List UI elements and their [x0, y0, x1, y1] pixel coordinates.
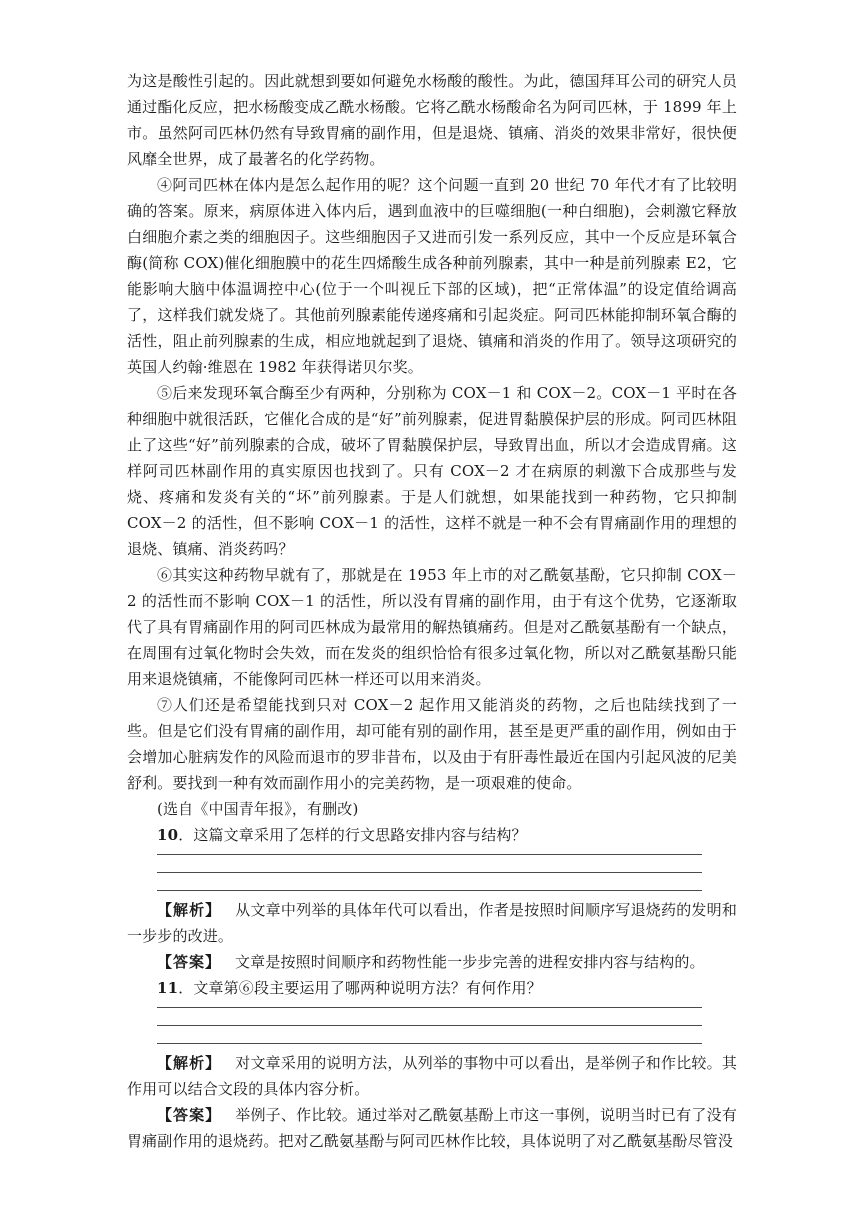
- analysis-text: 对文章采用的说明方法，从列举的事物中可以看出，是举例子和作比较。其作用可以结合文段的具体内容分析。: [127, 1054, 737, 1098]
- answer-label: 【答案】: [157, 953, 222, 971]
- answer-blanks: [157, 854, 702, 891]
- question-11: [127, 975, 737, 1001]
- question-10: [127, 822, 737, 848]
- answer-line[interactable]: [157, 1007, 702, 1008]
- analysis-11: [127, 1050, 737, 1102]
- analysis-10: [127, 897, 737, 949]
- analysis-label: 【解析】: [157, 1054, 222, 1072]
- answer-text: 文章是按照时间顺序和药物性能一步步完善的进程安排内容与结构的。: [235, 953, 705, 971]
- question-number: 10: [157, 826, 179, 844]
- paragraph-4: ④阿司匹林在体内是怎么起作用的呢？这个问题一直到 20 世纪 70 年代才有了比较明确的答案。原来，病原体进入体内后，遇到血液中的巨噬细胞(一种白细胞)，会刺激它释放白细胞介素之类的细胞因子。这些细胞因子又进而引发一系列反应，其中一个反应是环氧合酶(简称 COX)催化细胞膜中的花生四烯酸生成各种前列腺素，其中一种是前列腺素 E2，它能影响大脑中体温调控中心(位于一个叫视丘下部的区域)，把“正常体温”的设定值给调高了，这样我们就发烧了。其他前列腺素能传递疼痛和引起炎症。阿司匹林能抑制环氧合酶的活性，阻止前列腺素的生成，相应地就起到了退烧、镇痛和消炎的作用了。领导这项研究的英国人约翰·维恩在 1982 年获得诺贝尔奖。: [127, 176, 737, 376]
- paragraph-7: ⑦人们还是希望能找到只对 COX－2 起作用又能消炎的药物，之后也陆续找到了一些。但是它们没有胃痛的副作用，却可能有别的副作用，甚至是更严重的副作用，例如由于会增加心脏病发作的风险而退市的罗非昔布，以及由于有肝毒性最近在国内引起风波的尼美舒利。要找到一种有效而副作用小的完美药物，是一项艰难的使命。: [127, 696, 737, 792]
- answer-line[interactable]: [157, 890, 702, 891]
- question-text: ．这篇文章采用了怎样的行文思路安排内容与结构？: [178, 826, 527, 844]
- question-text: ．文章第⑥段主要运用了哪两种说明方法？有何作用？: [178, 979, 542, 997]
- answer-10: [127, 949, 737, 975]
- question-number: 11: [157, 979, 179, 997]
- answer-line[interactable]: [157, 1043, 702, 1044]
- analysis-text: 从文章中列举的具体年代可以看出，作者是按照时间顺序写退烧药的发明和一步步的改进。: [127, 901, 737, 945]
- paragraph-3-tail: 为这是酸性引起的。因此就想到要如何避免水杨酸的酸性。为此，德国拜耳公司的研究人员通过酯化反应，把水杨酸变成乙酰水杨酸。它将乙酰水杨酸命名为阿司匹林，于 1899 年上市。虽然阿司匹林仍然有导致胃痛的副作用，但是退烧、镇痛、消炎的效果非常好，很快便风靡全世界，成了最著名的化学药物。: [127, 72, 737, 168]
- answer-line[interactable]: [157, 854, 702, 855]
- answer-11: [127, 1102, 737, 1154]
- source-note: (选自《中国青年报》，有删改): [157, 800, 359, 818]
- document-page: [127, 68, 737, 1154]
- answer-line[interactable]: [157, 1025, 702, 1026]
- answer-label: 【答案】: [157, 1106, 222, 1124]
- paragraph-6: ⑥其实这种药物早就有了，那就是在 1953 年上市的对乙酰氨基酚，它只抑制 COX－2 的活性而不影响 COX－1 的活性，所以没有胃痛的副作用，由于有这个优势，它逐渐取代了具有胃痛副作用的阿司匹林成为最常用的解热镇痛药。但是对乙酰氨基酚有一个缺点，在周围有过氧化物时会失效，而在发炎的组织恰恰有很多过氧化物，所以对乙酰氨基酚只能用来退烧镇痛，不能像阿司匹林一样还可以用来消炎。: [127, 566, 737, 688]
- answer-text: 举例子、作比较。通过举对乙酰氨基酚上市这一事例，说明当时已有了没有胃痛副作用的退烧药。把对乙酰氨基酚与阿司匹林作比较，具体说明了对乙酰氨基酚尽管没: [127, 1106, 737, 1150]
- analysis-label: 【解析】: [157, 901, 222, 919]
- answer-blanks: [157, 1007, 702, 1044]
- paragraph-5: ⑤后来发现环氧合酶至少有两种，分别称为 COX－1 和 COX－2。COX－1 平时在各种细胞中就很活跃，它催化合成的是“好”前列腺素，促进胃黏膜保护层的形成。阿司匹林阻止了这些“好”前列腺素的合成，破坏了胃黏膜保护层，导致胃出血，所以才会造成胃痛。这样阿司匹林副作用的真实原因也找到了。只有 COX－2 才在病原的刺激下合成那些与发烧、疼痛和发炎有关的“坏”前列腺素。于是人们就想，如果能找到一种药物，它只抑制 COX－2 的活性，但不影响 COX－1 的活性，这样不就是一种不会有胃痛副作用的理想的退烧、镇痛、消炎药吗？: [127, 384, 737, 558]
- answer-line[interactable]: [157, 872, 702, 873]
